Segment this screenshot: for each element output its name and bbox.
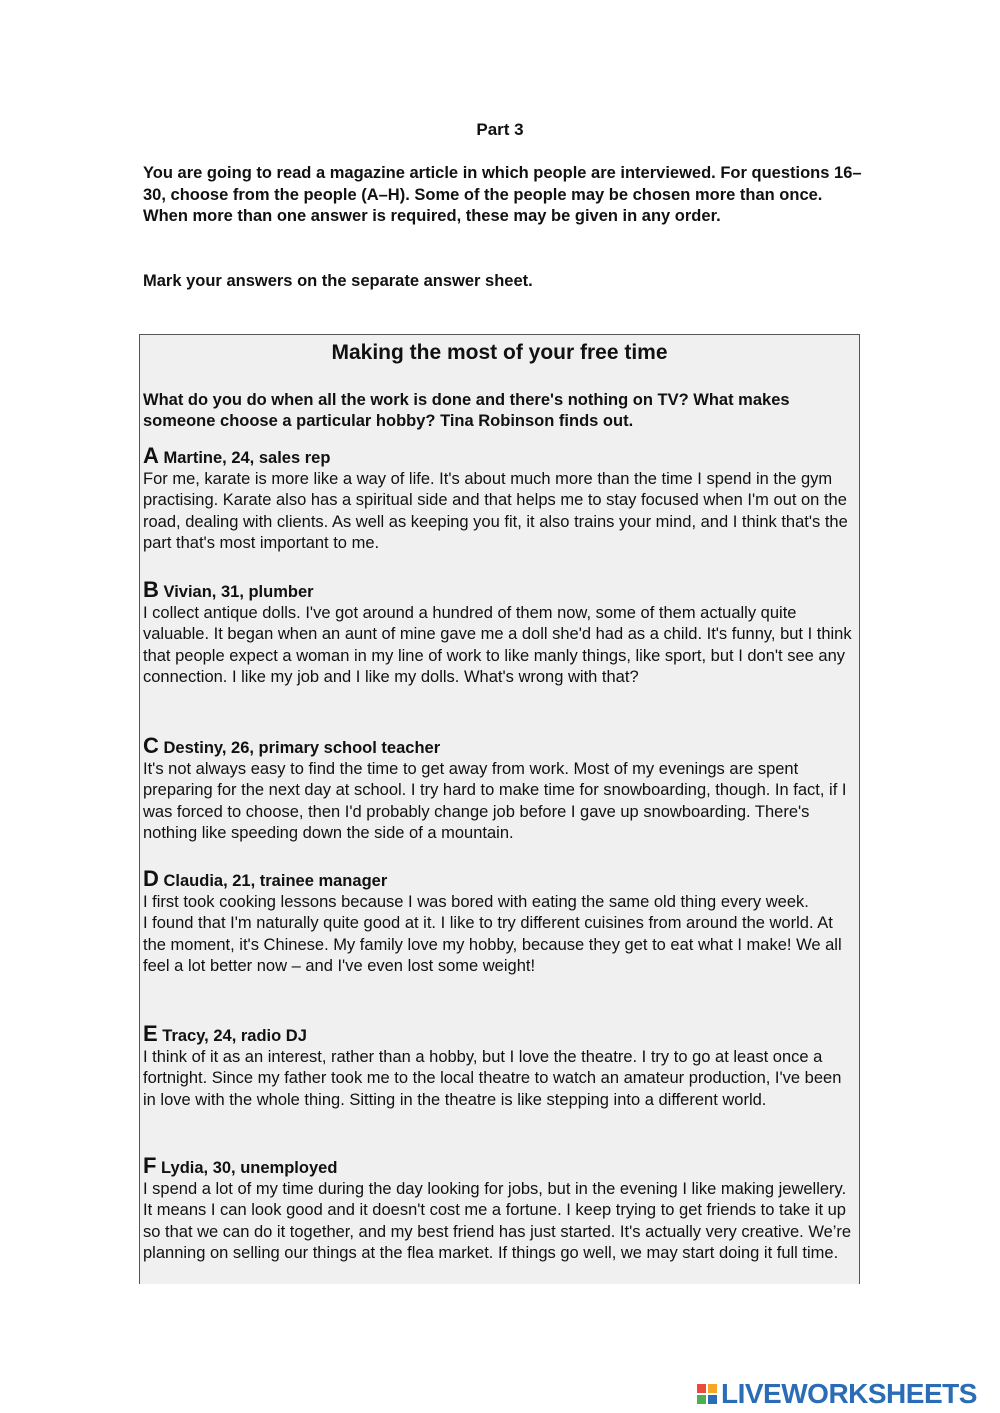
instructions: You are going to read a magazine article in which people are interviewed. For questions 16–30, choose from the people (A–H). Some of the people may be chosen more than once. When more than one answer is required, these may be given in any order. [143,164,862,225]
logo-square [708,1384,717,1393]
entry-person: Tracy, 24, radio DJ [162,1027,307,1045]
entry-heading [143,1023,857,1047]
logo-square [697,1384,706,1393]
entry-f [143,1155,857,1264]
entry-heading [143,868,857,892]
part-title: Part 3 [476,120,524,139]
entry-text: I found that I'm naturally quite good at it. I like to try different cuisines from around the world. At the moment, it's Chinese. My family love my hobby, because they get to eat what I make! We all feel a lot better now – and I've even lost some weight! [143,914,842,975]
entry-letter: B [143,577,159,602]
logo-square [708,1395,717,1404]
entry-person: Claudia, 21, trainee manager [163,872,388,890]
entry-person: Martine, 24, sales rep [163,449,331,467]
entry-letter: C [143,733,159,758]
article-intro: What do you do when all the work is done and there's nothing on TV? What makes someone choose a particular hobby? Tina Robinson finds out. [143,391,790,430]
entry-text: I collect antique dolls. I've got around a hundred of them now, some of them actually quite valuable. It began when an aunt of mine gave me a doll she'd had as a child. It's funny, but I think that people expect a woman in my line of work to like manly things, like sport, but I don't see any connection. I like my job and I like my dolls. What's wrong with that? [143,604,852,686]
entry-a [143,445,857,554]
logo-square [697,1395,706,1404]
liveworksheets-logo-icon [697,1384,717,1404]
entry-c [143,735,857,844]
entry-text: For me, karate is more like a way of life. It's about much more than the time I spend in the gym practising. Karate also has a spiritual side and that helps me to stay focused when I'm out on the road, dealing with clients. As well as keeping you fit, it also trains your mind, and I think that's the part that's most important to me. [143,470,848,552]
entry-text: I think of it as an interest, rather than a hobby, but I love the theatre. I try to go at least once a fortnight. Since my father took me to the local theatre to watch an amateur production, I've been in love with the whole thing. Sitting in the theatre is like stepping into a different world. [143,1048,842,1109]
entry-text: I spend a lot of my time during the day looking for jobs, but in the evening I like making jewellery. It means I can look good and it doesn't cost me a fortune. I keep trying to get friends to take it up so that we can do it together, and my best friend has just started. It's actually very creative. We’re planning on selling our things at the flea market. If things go well, we may start doing it full time. [143,1180,852,1262]
liveworksheets-watermark [697,1378,977,1410]
entry-person: Destiny, 26, primary school teacher [163,739,441,757]
article-title: Making the most of your free time [331,341,668,364]
entry-heading [143,735,857,759]
entry-d [143,868,857,977]
watermark-text: LIVEWORKSHEETS [721,1378,977,1409]
article-box [139,334,860,1284]
entry-heading [143,579,857,603]
entry-heading [143,1155,857,1179]
entry-letter: D [143,866,159,891]
mark-answers-note: Mark your answers on the separate answer sheet. [143,272,533,290]
entry-person: Vivian, 31, plumber [163,583,314,601]
entry-letter: E [143,1021,158,1046]
entry-b [143,579,857,688]
entry-text: It's not always easy to find the time to get away from work. Most of my evenings are spent preparing for the next day at school. I try hard to make time for snowboarding, though. In fact, if I was forced to choose, then I'd probably change job before I gave up snowboarding. There's nothing like speeding down the side of a mountain. [143,760,847,842]
entry-heading [143,445,857,469]
entry-e [143,1023,857,1111]
entry-person: Lydia, 30, unemployed [161,1159,338,1177]
entry-letter: F [143,1153,157,1178]
entry-text: I first took cooking lessons because I was bored with eating the same old thing every week. [143,893,809,911]
entry-letter: A [143,443,159,468]
